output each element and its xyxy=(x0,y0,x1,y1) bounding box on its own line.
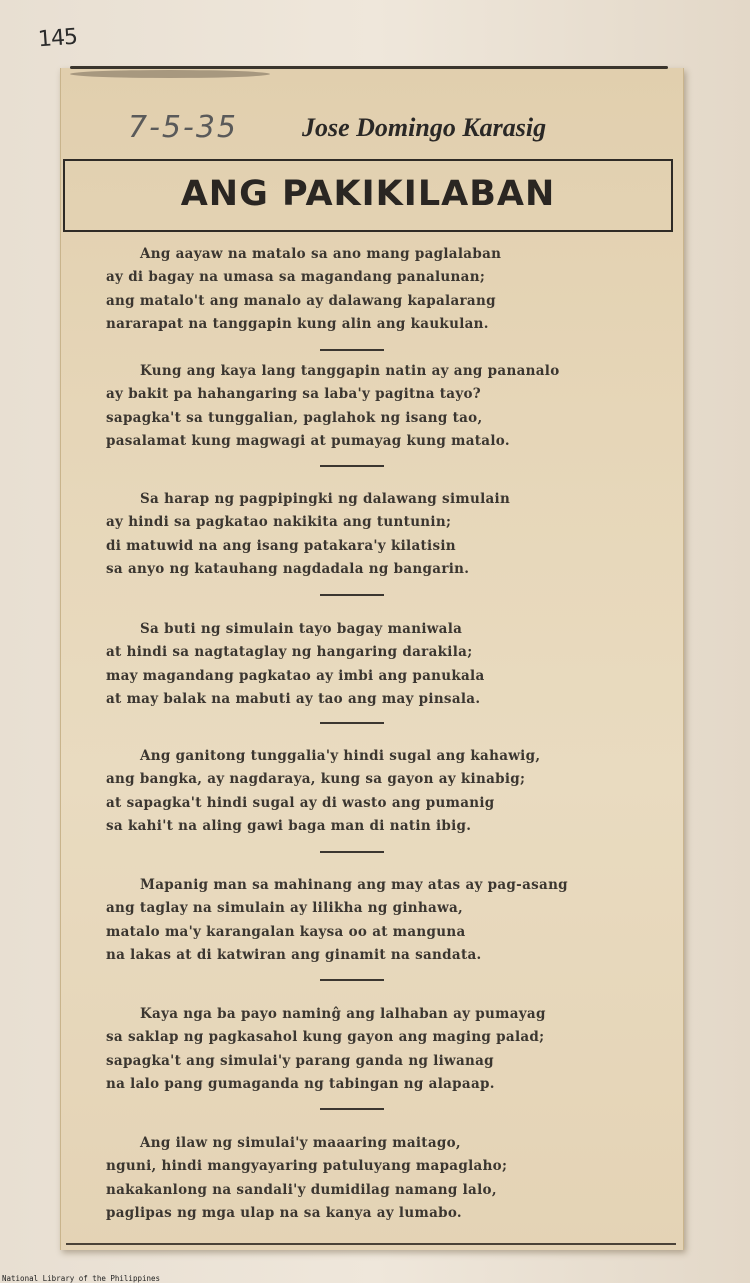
poem-line: ay bakit pa hahangaring sa laba'y pagitna tayo? xyxy=(106,386,481,403)
handwritten-page-number: 145 xyxy=(37,24,78,53)
stanza-divider xyxy=(320,349,384,351)
stanza-4 xyxy=(106,618,646,711)
poem-line: paglipas ng mga ulap na sa kanya ay lumabo. xyxy=(106,1204,462,1221)
poem-line: Kaya nga ba payo naminĝ ang lalhaban ay pumayag xyxy=(140,1006,546,1022)
poem-line: na lalo pang gumaganda ng tabingan ng alapaap. xyxy=(106,1075,495,1092)
poem-line: Ang ganitong tunggalia'y hindi sugal ang kahawig, xyxy=(140,748,541,764)
poem-line: ang matalo't ang manalo ay dalawang kapalarang xyxy=(106,292,496,309)
bottom-rule xyxy=(66,1243,676,1245)
stanza-1 xyxy=(106,243,646,336)
poem-line: Mapanig man sa mahinang ang may atas ay pag-asang xyxy=(140,877,568,893)
poem-line: Sa buti ng simulain tayo bagay maniwala xyxy=(140,621,463,637)
poem-line: at may balak na mabuti ay tao ang may pinsala. xyxy=(106,690,481,707)
stanza-divider xyxy=(320,1108,384,1110)
torn-edge-shadow xyxy=(70,70,270,78)
stanza-8 xyxy=(106,1132,646,1225)
poem-line: Ang ilaw ng simulai'y maaaring maitago, xyxy=(140,1135,461,1151)
poem-line: ang taglay na simulain ay lilikha ng ginhawa, xyxy=(106,900,464,917)
poem-line: ay hindi sa pagkatao nakikita ang tuntunin; xyxy=(106,514,452,531)
poem-line: Kung ang kaya lang tanggapin natin ay ang pananalo xyxy=(140,363,560,379)
stanza-divider xyxy=(320,465,384,467)
stanza-7 xyxy=(106,1003,646,1096)
poem-line: sa saklap ng pagkasahol kung gayon ang maging palad; xyxy=(106,1029,545,1046)
poem-line: na lakas at di katwiran ang ginamit na sandata. xyxy=(106,946,482,963)
poem-line: Ang aayaw na matalo sa ano mang paglalaban xyxy=(140,246,502,262)
poem-line: nakakanlong na sandali'y dumidilag namang lalo, xyxy=(106,1181,497,1198)
poem-line: nguni, hindi mangyayaring patuluyang mapaglaho; xyxy=(106,1158,508,1175)
poem-line: ay di bagay na umasa sa magandang panalunan; xyxy=(106,269,486,286)
poem-line: pasalamat kung magwagi at pumayag kung matalo. xyxy=(106,432,510,449)
poem-title: ANG PAKIKILABAN xyxy=(180,174,556,214)
stanza-divider xyxy=(320,594,384,596)
poem-line: sapagka't sa tunggalian, paglahok ng isang tao, xyxy=(106,409,483,426)
poem-line: nararapat na tanggapin kung alin ang kaukulan. xyxy=(106,315,489,332)
handwritten-date: 7-5-35 xyxy=(128,110,238,145)
stanza-divider xyxy=(320,979,384,981)
poem-line: ang bangka, ay nagdaraya, kung sa gayon ay kinabig; xyxy=(106,771,526,788)
stanza-2 xyxy=(106,360,646,453)
poem-line: matalo ma'y karangalan kaysa oo at manguna xyxy=(106,923,466,940)
library-credit: National Library of the Philippines xyxy=(2,1274,161,1283)
stanza-6 xyxy=(106,874,646,967)
poem-line: sa anyo ng katauhang nagdadala ng bangarin. xyxy=(106,560,470,577)
stanza-divider xyxy=(320,722,384,724)
author-byline: Jose Domingo Karasig xyxy=(302,113,547,142)
poem-line: Sa harap ng pagpipingki ng dalawang simulain xyxy=(140,491,511,507)
poem-line: at sapagka't hindi sugal ay di wasto ang pumanig xyxy=(106,794,495,811)
poem-line: at hindi sa nagtataglay ng hangaring darakila; xyxy=(106,644,473,661)
stanza-divider xyxy=(320,851,384,853)
stanza-5 xyxy=(106,745,646,838)
poem-line: sapagka't ang simulai'y parang ganda ng liwanag xyxy=(106,1052,494,1069)
poem-line: may magandang pagkatao ay imbi ang panukala xyxy=(106,667,485,684)
title-box xyxy=(63,159,673,232)
poem-line: di matuwid na ang isang patakara'y kilatisin xyxy=(106,537,456,554)
stanza-3 xyxy=(106,488,646,581)
top-rule xyxy=(70,66,668,69)
poem-line: sa kahi't na aling gawi baga man di natin ibig. xyxy=(106,817,472,834)
